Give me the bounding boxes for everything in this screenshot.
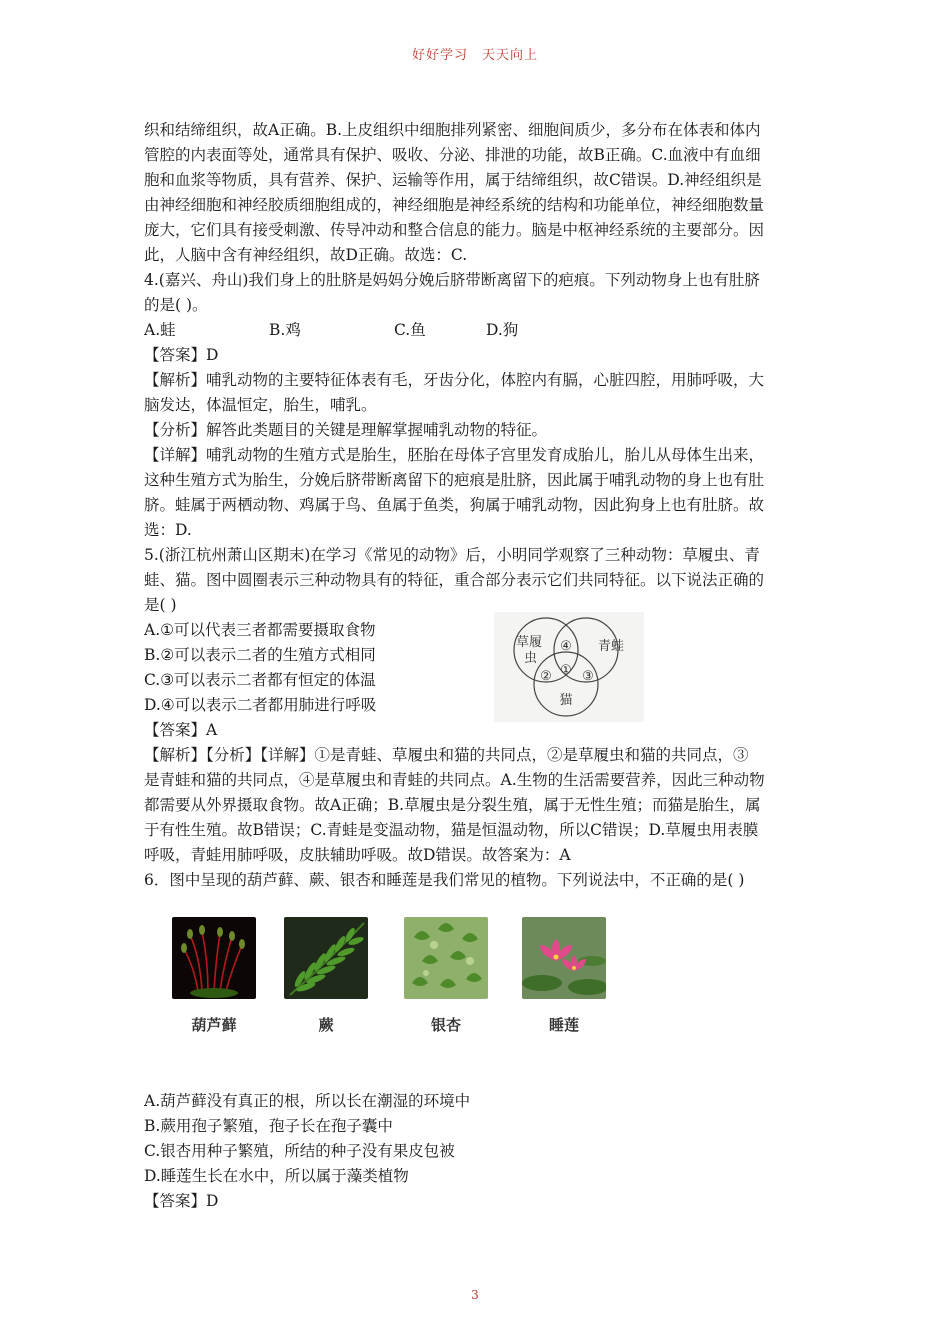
q4-detail-line: 这种生殖方式为胎生，分娩后脐带断离留下的疤痕是肚脐，因此属于哺乳动物的身上也有肚 xyxy=(144,471,765,489)
q5-analysis-line: 【解析】【分析】【详解】①是青蛙、草履虫和猫的共同点，②是草履虫和猫的共同点，③ xyxy=(144,746,749,764)
header-left-text: 好好学习 xyxy=(411,48,468,63)
q4-option-a: A.蛙 xyxy=(144,321,176,339)
intro-line: 由神经细胞和神经胶质细胞组成的，神经细胞是神经系统的结构和功能单位，神经细胞数量 xyxy=(144,196,765,214)
venn-label-paramecium-2: 虫 xyxy=(524,651,538,666)
plant-fern xyxy=(284,917,368,1034)
plant-caption-fern: 蕨 xyxy=(318,1016,334,1034)
q4-option-d: D.狗 xyxy=(486,321,519,339)
q5-option-d: D.④可以表示二者都用肺进行呼吸 xyxy=(144,696,377,714)
q5-stem-line: 5.(浙江杭州萧山区期末)在学习《常见的动物》后，小明同学观察了三种动物：草履虫、青 xyxy=(144,546,760,564)
q4-detail-line: 脐。蛙属于两栖动物、鸡属于鸟、鱼属于鱼类，狗属于哺乳动物，因此狗身上也有肚脐。故 xyxy=(144,496,765,514)
venn-diagram xyxy=(494,612,644,722)
q5-analysis-line: 是青蛙和猫的共同点，④是草履虫和青蛙的共同点。A.生物的生活需要营养，因此三种动物 xyxy=(144,771,765,789)
q5-analysis-line: 于有性生殖。故B错误；C.青蛙是变温动物，猫是恒温动物，所以C错误；D.草履虫用表膜 xyxy=(144,821,759,839)
page-number: 3 xyxy=(471,1288,479,1302)
q4-detail-line: 选：D. xyxy=(144,521,192,539)
q5-option-b: B.②可以表示二者的生殖方式相同 xyxy=(144,646,376,664)
q4-analysis-line: 【解析】哺乳动物的主要特征体表有毛，牙齿分化，体腔内有膈，心脏四腔，用肺呼吸，大 xyxy=(144,371,765,389)
q4-fenxi: 【分析】解答此类题目的关键是理解掌握哺乳动物的特征。 xyxy=(144,421,548,439)
question-5 xyxy=(144,543,812,868)
q5-options-with-figure xyxy=(144,618,812,718)
q4-option-b: B.鸡 xyxy=(269,321,301,339)
fern-image xyxy=(284,917,368,999)
header-right-text: 天天向上 xyxy=(482,48,539,63)
intro-line: 胞和血浆等物质，具有营养、保护、运输等作用，属于结缔组织，故C错误。D.神经组织是 xyxy=(144,171,762,189)
q6-option-c: C.银杏用种子繁殖，所结的种子没有果皮包被 xyxy=(144,1142,455,1160)
intro-line: 织和结缔组织，故A正确。B.上皮组织中细胞排列紧密、细胞间质少，多分布在体表和体内 xyxy=(144,121,761,139)
q4-options xyxy=(144,318,812,343)
intro-line: 管腔的内表面等处，通常具有保护、吸收、分泌、排泄的功能，故B正确。C.血液中有血细 xyxy=(144,146,761,164)
q6-option-d: D.睡莲生长在水中，所以属于藻类植物 xyxy=(144,1167,409,1185)
q4-option-c: C.鱼 xyxy=(394,321,426,339)
venn-label-paramecium: 草履 xyxy=(516,635,543,650)
q6-option-b: B.蕨用孢子繁殖，孢子长在孢子囊中 xyxy=(144,1117,393,1135)
plant-ginkgo xyxy=(404,917,488,1034)
q5-option-c: C.③可以表示二者都有恒定的体温 xyxy=(144,671,376,689)
q4-detail-line: 【详解】哺乳动物的生殖方式是胎生，胚胎在母体子宫里发育成胎儿，胎儿从母体生出来， xyxy=(144,446,765,464)
question-4 xyxy=(144,268,812,543)
q5-stem-line: 蛙、猫。图中圆圈表示三种动物具有的特征，重合部分表示它们共同特征。以下说法正确的 xyxy=(144,571,765,589)
question-6 xyxy=(144,868,812,1214)
q4-stem-line: 的是( )。 xyxy=(144,296,208,314)
plant-figure xyxy=(144,899,812,1089)
venn-region-1: ① xyxy=(560,663,572,678)
venn-region-3: ③ xyxy=(582,669,594,684)
plant-caption-waterlily: 睡莲 xyxy=(548,1016,579,1034)
intro-line: 庞大，它们具有接受刺激、传导冲动和整合信息的能力。脑是中枢神经系统的主要部分。因 xyxy=(144,221,765,239)
venn-label-cat: 猫 xyxy=(559,693,573,708)
plant-caption-moss: 葫芦藓 xyxy=(191,1016,237,1034)
q6-stem: 6．图中呈现的葫芦藓、蕨、银杏和睡莲是我们常见的植物。下列说法中，不正确的是( ) xyxy=(144,871,745,889)
venn-label-frog: 青蛙 xyxy=(598,639,625,654)
q5-answer: 【答案】A xyxy=(144,721,218,739)
q5-stem-line: 是( ) xyxy=(144,596,177,614)
q5-analysis-line: 呼吸，青蛙用肺呼吸，皮肤辅助呼吸。故D错误。故答案为：A xyxy=(144,846,571,864)
document-body xyxy=(144,118,812,1214)
plant-moss xyxy=(172,917,256,1034)
q4-analysis-line: 脑发达，体温恒定，胎生，哺乳。 xyxy=(144,396,377,414)
ginkgo-image xyxy=(404,917,488,999)
q6-option-a: A.葫芦藓没有真正的根，所以长在潮湿的环境中 xyxy=(144,1092,471,1110)
venn-region-4: ④ xyxy=(560,639,572,654)
plant-waterlily xyxy=(522,917,606,1034)
plant-caption-ginkgo: 银杏 xyxy=(430,1016,461,1034)
intro-paragraph xyxy=(144,118,812,268)
intro-line: 此，人脑中含有神经组织，故D正确。故选：C. xyxy=(144,246,468,264)
q6-answer: 【答案】D xyxy=(144,1192,219,1210)
q4-stem-line: 4.(嘉兴、舟山)我们身上的肚脐是妈妈分娩后脐带断离留下的疤痕。下列动物身上也有肚脐 xyxy=(144,271,760,289)
q5-analysis-line: 都需要从外界摄取食物。故A正确；B.草履虫是分裂生殖，属于无性生殖；而猫是胎生，属 xyxy=(144,796,761,814)
q5-option-a: A.①可以代表三者都需要摄取食物 xyxy=(144,621,376,639)
moss-image xyxy=(172,917,256,999)
waterlily-image xyxy=(522,917,606,999)
venn-region-2: ② xyxy=(540,669,552,684)
page-header xyxy=(0,44,950,63)
q4-answer: 【答案】D xyxy=(144,346,219,364)
